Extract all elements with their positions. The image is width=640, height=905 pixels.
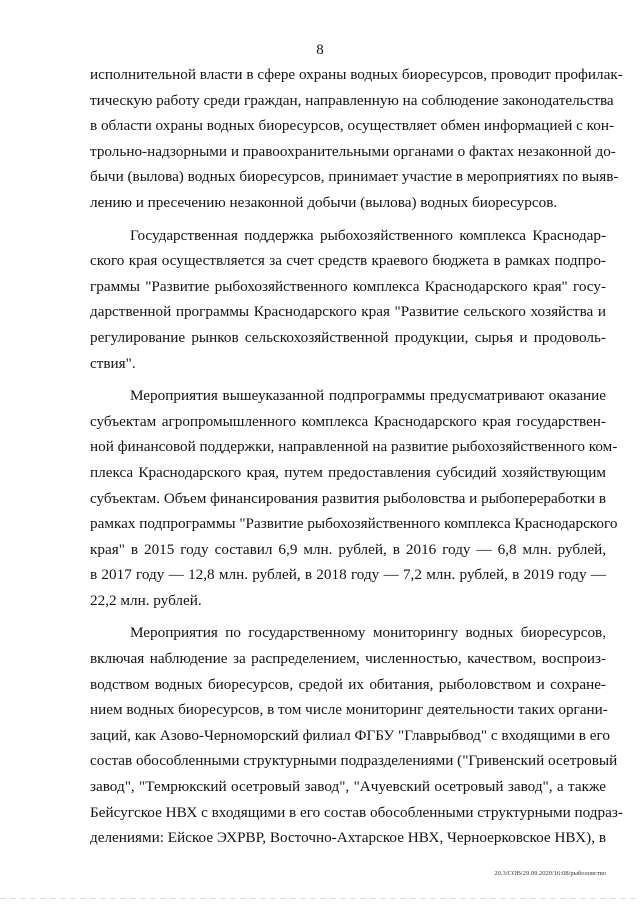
paragraph bbox=[90, 383, 618, 613]
text-line: граммы "Развитие рыбохозяйственного комплекса Краснодарского края" госу- bbox=[90, 277, 606, 295]
text-line: лению и пресечению незаконной добычи (вылова) водных биоресурсов. bbox=[90, 193, 558, 211]
text-line: нием водных биоресурсов, в том числе мониторинг деятельности таких органи- bbox=[90, 701, 608, 719]
text-line: регулирование рынков сельскохозяйственной продукции, сырья и продоволь- bbox=[90, 328, 606, 346]
text-line: плекса Краснодарского края, путем предоставления субсидий хозяйствующим bbox=[90, 463, 606, 481]
text-line: тическую работу среди граждан, направленную на соблюдение законодательства bbox=[90, 91, 614, 109]
text-line: субъектам. Объем финансирования развития рыболовства и рыбопереработки в bbox=[90, 489, 606, 507]
text-line: включая наблюдение за распределением, численностью, качеством, воспроиз- bbox=[90, 650, 606, 668]
text-line: Мероприятия по государственному мониторингу водных биоресурсов, bbox=[130, 624, 606, 642]
text-line: ствия". bbox=[90, 354, 136, 372]
text-line: Мероприятия вышеуказанной подпрограммы предусматривают оказание bbox=[130, 387, 606, 405]
paragraph bbox=[90, 620, 623, 850]
text-line: трольно-надзорными и правоохранительными органами о фактах незаконной до- bbox=[90, 142, 616, 160]
text-line: делениями: Ейское ЭХРВР, Восточно-Ахтарское НВХ, Черноерковское НВХ), в bbox=[90, 829, 606, 847]
text-line: заций, как Азово-Черноморский филиал ФГБУ "Главрыбвод" с входящими в его bbox=[90, 726, 610, 744]
document-body bbox=[90, 62, 623, 858]
text-line: рамках подпрограммы "Развитие рыбохозяйственного комплекса Краснодарского bbox=[90, 515, 618, 533]
text-line: водством водных биоресурсов, средой их обитания, рыболовством и сохране- bbox=[90, 675, 606, 693]
page-number: 8 bbox=[316, 42, 324, 58]
text-line: завод", "Темрюкский осетровый завод", "Ачуевский осетровый завод", а также bbox=[90, 778, 606, 796]
text-line: в 2017 году — 12,8 млн. рублей, в 2018 году — 7,2 млн. рублей, в 2019 году — bbox=[90, 566, 606, 584]
bottom-edge-rule bbox=[0, 898, 640, 899]
text-line: в области охраны водных биоресурсов, осуществляет обмен информацией с кон- bbox=[90, 117, 615, 135]
text-line: ной финансовой поддержки, направленной на развитие рыбохозяйственного ком- bbox=[90, 438, 618, 456]
text-line: исполнительной власти в сфере охраны водных биоресурсов, проводит профилак- bbox=[90, 66, 623, 83]
text-line: Бейсугское НВХ с входящими в его состав обособленными структурными подраз- bbox=[90, 803, 623, 821]
text-line: ского края осуществляется за счет средств краевого бюджета в рамках подпро- bbox=[90, 252, 606, 270]
text-line: Государственная поддержка рыбохозяйственного комплекса Краснодар- bbox=[130, 226, 606, 244]
text-line: 22,2 млн. рублей. bbox=[90, 591, 202, 609]
text-line: состав обособленными структурными подразделениями ("Гривенский осетровый bbox=[90, 752, 618, 770]
text-line: края" в 2015 году составил 6,9 млн. рублей, в 2016 году — 6,8 млн. рублей, bbox=[90, 540, 606, 558]
document-footer-code: 20.3/СОВ/29.09.2020/16:08/рыболовство bbox=[494, 870, 606, 877]
paragraph bbox=[90, 223, 606, 377]
text-line: бычи (вылова) водных биоресурсов, принимает участие в мероприятиях по выяв- bbox=[90, 168, 619, 186]
text-line: субъектам агропромышленного комплекса Краснодарского края государствен- bbox=[90, 412, 606, 430]
paragraph bbox=[90, 62, 623, 216]
text-line: дарственной программы Краснодарского края "Развитие сельского хозяйства и bbox=[90, 303, 606, 321]
